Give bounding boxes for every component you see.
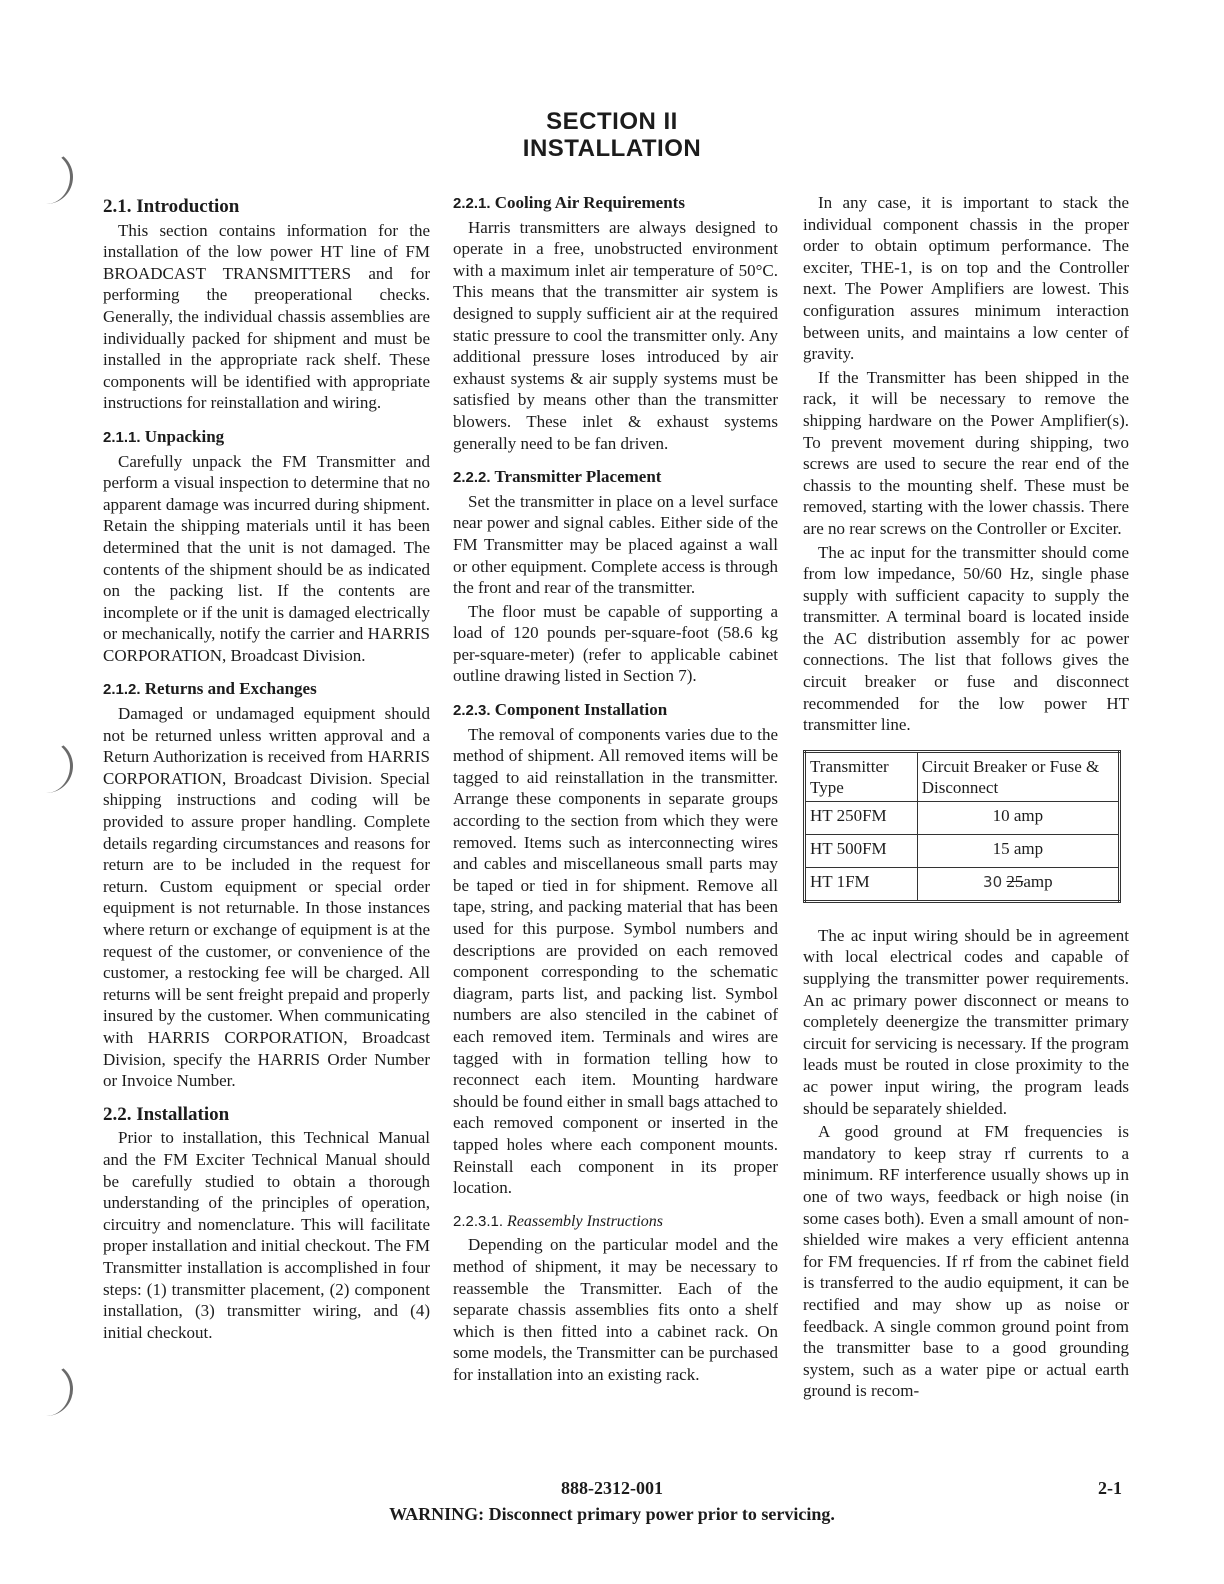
paragraph-component: The removal of components varies due to the method of shipment. All removed items will be tagged to aid reinstallation in the transmitter. Arrange these components in separate groups according to the section from which they were removed. Items such as interconnecting wires and cables and miscellaneous small parts may be taped or tied in for shipment. Remove all tape, string, and packing material that has been used for this purpose. Symbol numbers and descriptions are provided on each removed component corresponding to the schematic diagram, parts list, and packing list. Symbol numbers are also stenciled in the cabinet of each removed item. Terminals and wires are tagged with in formation telling how to reconnect each item. Mounting hardware should be found either in small bags attached to each removed component or inserted in the tapped holes where each component mounts. Reinstall each component in its proper location. bbox=[453, 724, 778, 1198]
heading-unpacking: 2.1.1. Unpacking bbox=[103, 426, 225, 446]
paragraph-cooling: Harris transmitters are always designed to operate in a free, unobstructed environment with a maximum inlet air temperature of 50°C. This means that the transmitter air system is designed to supply sufficient air at the required static pressure to cool the transmitter only. Any additional pressure loses introduced by air exhaust systems & air supply systems must be satisfied by means other than the transmitter blowers. These inlet & exhaust systems generally need to be fan driven. bbox=[453, 217, 778, 453]
paragraph-ac-input: The ac input for the transmitter should come from low impedance, 50/60 Hz, single phase supply with sufficient capacity to supply the transmitter. A terminal board is located inside the AC distribution assembly for ac power connections. The list that follows gives the circuit breaker or fuse and disconnect recommended for the low power HT transmitter line. bbox=[803, 542, 1129, 735]
table-row: HT 250FM 10 amp bbox=[805, 801, 1120, 834]
left-column bbox=[103, 192, 430, 1355]
page-number: 2-1 bbox=[1098, 1478, 1122, 1498]
paragraph-placement-1: Set the transmitter in place on a level surface near power and signal cables. Either side of the FM Transmitter may be placed against a wall or other equipment. Complete access is through the front and rear of the transmitter. bbox=[453, 491, 778, 598]
heading-installation: 2.2. Installation bbox=[103, 1103, 230, 1125]
heading-component: 2.2.3. Component Installation bbox=[453, 700, 668, 720]
paragraph-stacking: In any case, it is important to stack the individual component chassis in the proper order to obtain optimum performance. The exciter, THE-1, is on top and the Controller next. The Power Amplifiers are lowest. This configuration assures minimum interaction between units, and maintains a low center of gravity. bbox=[803, 193, 1129, 364]
struck-value: 25 bbox=[1006, 871, 1024, 891]
section-heading bbox=[0, 108, 1224, 162]
paragraph-unpacking: Carefully unpack the FM Transmitter and perform a visual inspection to determine that no apparent damage was incurred during shipment. Retain the shipping materials until it has been determined that the unit is not damaged. The contents of the shipment should be as indicated on the packing list. If the contents are incomplete or if the unit is damaged electrically or mechanically, notify the carrier and HARRIS CORPORATION, Broadcast Division. bbox=[103, 451, 430, 665]
heading-introduction: 2.1. Introduction bbox=[103, 196, 240, 217]
paragraph-placement-2: The floor must be capable of supporting a load of 120 pounds per-square-foot (58.6 kg per-square-meter) (refer to applicable cabinet outline drawing listed in Section 7). bbox=[453, 601, 778, 686]
section-number: SECTION II bbox=[546, 108, 678, 135]
paragraph-reassembly: Depending on the particular model and the method of shipment, it may be necessary to reassemble the Transmitter. Each of the separate chassis assemblies fits onto a shelf which is then fitted into a cabinet rack. On some models, the Transmitter can be purchased for installation into an existing rack. bbox=[453, 1235, 778, 1384]
paragraph-grounding: A good ground at FM frequencies is mandatory to keep stray rf currents to a minimum. RF interference usually shows up in one of two ways, feedback or high noise (in some cases both). Even a small amount of non-shielded wire makes a very efficient antenna for FM frequencies. If rf from the cabinet field is transferred to the audio equipment, it can be rectified and may show up as noise or feedback. A single common ground point from the transmitter base to a good grounding system, such as a water pipe or actual earth ground is recom- bbox=[803, 1122, 1129, 1401]
paragraph-rack-shipping: If the Transmitter has been shipped in the rack, it will be necessary to remove the shipping hardware on the Power Amplifier(s). To prevent movement during shipping, two screws are used to secure the rear end of the chassis to the mounting shelf. These must be removed, starting with the lower chassis. There are no rear screws on the Controller or Exciter. bbox=[803, 367, 1129, 538]
heading-reassembly: 2.2.3.1. Reassembly Instructions bbox=[453, 1212, 664, 1230]
heading-returns: 2.1.2. Returns and Exchanges bbox=[103, 679, 317, 699]
middle-column bbox=[453, 192, 778, 1397]
table-row: HT 1FM 30 25amp bbox=[805, 867, 1120, 901]
handwritten-rating: 30 25amp bbox=[917, 867, 1119, 901]
table-header-breaker: Circuit Breaker or Fuse & Disconnect bbox=[917, 751, 1119, 801]
paragraph-installation: Prior to installation, this Technical Manual and the FM Exciter Technical Manual should be carefully studied to obtain a thorough understanding of the principles of operation, circuitry and nomenclature. This will facilitate proper installation and initial checkout. The FM Transmitter installation is accomplished in four steps: (1) transmitter placement, (2) component installation, (3) transmitter wiring, and (4) initial checkout. bbox=[103, 1128, 430, 1342]
heading-cooling: 2.2.1. Cooling Air Requirements bbox=[453, 193, 685, 212]
paragraph-introduction: This section contains information for the installation of the low power HT line of FM BROADCAST TRANSMITTERS and for performing the preoperational checks. Generally, the individual chassis assemblies are individually packed for shipment and must be installed in the appropriate rack shelf. These components will be identified with appropriate instructions for reinstallation and wiring. bbox=[103, 220, 430, 413]
table-header-type: Transmitter Type bbox=[805, 751, 918, 801]
paragraph-returns: Damaged or undamaged equipment should not be returned unless written approval and a Return Authorization is received from HARRIS CORPORATION, Broadcast Division. Special shipping instructions and coding will be provided to assure proper handling. Complete details regarding circumstances and reasons for return are to be included in the request for return. Custom equipment or special order equipment is not returnable. In those instances where return or exchange of equipment is at the request of the customer, or convenience of the customer, a restocking fee will be charged. All returns will be sent freight prepaid and properly insured by the customer. When communicating with HARRIS CORPORATION, Broadcast Division, specify the HARRIS Order Number or Invoice Number. bbox=[103, 704, 430, 1091]
right-column bbox=[803, 192, 1129, 1414]
heading-placement: 2.2.2. Transmitter Placement bbox=[453, 467, 662, 487]
handwritten-correction: 30 bbox=[983, 872, 1003, 891]
document-number: 888-2312-001 bbox=[561, 1478, 663, 1498]
breaker-table bbox=[803, 750, 1121, 903]
paragraph-wiring: The ac input wiring should be in agreement with local electrical codes and capable of supplying the transmitter power requirements. An ac primary power disconnect or means to completely deenergize the transmitter primary circuit for servicing is necessary. If the program leads must be routed in close proximity to the ac power input wiring, the program leads should be separately shielded. bbox=[803, 925, 1129, 1118]
footer-warning bbox=[0, 1504, 1224, 1525]
binder-hole-bottom bbox=[30, 1362, 73, 1416]
table-header-row bbox=[805, 751, 1120, 801]
binder-hole-middle bbox=[30, 739, 73, 793]
warning-label: WARNING: bbox=[389, 1504, 485, 1524]
warning-text: Disconnect primary power prior to servicing. bbox=[488, 1504, 835, 1524]
section-title: INSTALLATION bbox=[522, 135, 702, 162]
table-row: HT 500FM 15 amp bbox=[805, 834, 1120, 867]
